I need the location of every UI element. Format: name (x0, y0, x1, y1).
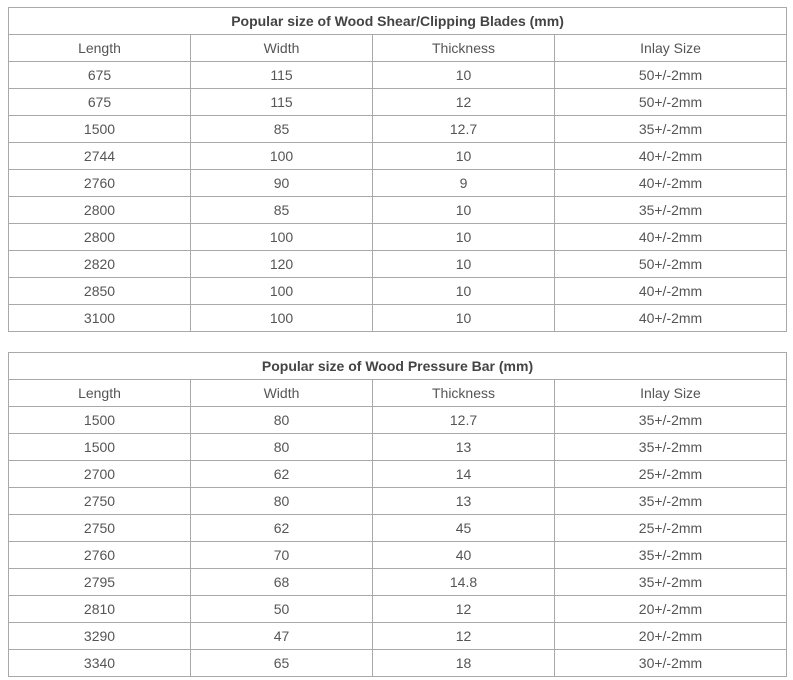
table-cell: 50 (191, 596, 373, 623)
table-cell: 40+/-2mm (555, 170, 787, 197)
table-cell: 115 (191, 62, 373, 89)
table-cell: 12 (373, 623, 555, 650)
table-cell: 675 (9, 89, 191, 116)
table-cell: 100 (191, 278, 373, 305)
table-row (9, 515, 787, 542)
table-cell: 35+/-2mm (555, 407, 787, 434)
table-cell: 35+/-2mm (555, 197, 787, 224)
table-title: Popular size of Wood Shear/Clipping Blades (mm) (9, 8, 787, 35)
table-cell: 68 (191, 569, 373, 596)
table-cell: 2850 (9, 278, 191, 305)
table-cell: 10 (373, 251, 555, 278)
table-cell: 20+/-2mm (555, 623, 787, 650)
shear-blades-table (8, 7, 787, 332)
table-cell: 100 (191, 305, 373, 332)
table-cell: 100 (191, 143, 373, 170)
table-row (9, 170, 787, 197)
table-row (9, 542, 787, 569)
table-cell: 2700 (9, 461, 191, 488)
table-cell: 40+/-2mm (555, 143, 787, 170)
table-cell: 70 (191, 542, 373, 569)
table-cell: 47 (191, 623, 373, 650)
column-header: Width (191, 380, 373, 407)
table-row (9, 116, 787, 143)
table-row (9, 89, 787, 116)
table-cell: 90 (191, 170, 373, 197)
table-row (9, 62, 787, 89)
table-cell: 2750 (9, 488, 191, 515)
table-cell: 13 (373, 434, 555, 461)
table-cell: 3100 (9, 305, 191, 332)
table-cell: 65 (191, 650, 373, 677)
table-cell: 12 (373, 89, 555, 116)
table-row (9, 251, 787, 278)
table-cell: 50+/-2mm (555, 89, 787, 116)
table-cell: 2744 (9, 143, 191, 170)
table-cell: 40 (373, 542, 555, 569)
table-row (9, 623, 787, 650)
table-cell: 30+/-2mm (555, 650, 787, 677)
table-row (9, 224, 787, 251)
table-cell: 40+/-2mm (555, 278, 787, 305)
table-cell: 35+/-2mm (555, 116, 787, 143)
table-cell: 20+/-2mm (555, 596, 787, 623)
table-cell: 10 (373, 305, 555, 332)
table-row (9, 650, 787, 677)
table-cell: 40+/-2mm (555, 305, 787, 332)
table-cell: 85 (191, 197, 373, 224)
table-title: Popular size of Wood Pressure Bar (mm) (9, 353, 787, 380)
table-row (9, 305, 787, 332)
table-cell: 35+/-2mm (555, 434, 787, 461)
column-header: Thickness (373, 380, 555, 407)
table-cell: 3290 (9, 623, 191, 650)
table-row (9, 407, 787, 434)
table-cell: 2750 (9, 515, 191, 542)
table-cell: 2760 (9, 542, 191, 569)
table-cell: 50+/-2mm (555, 251, 787, 278)
table-cell: 35+/-2mm (555, 542, 787, 569)
table-row (9, 197, 787, 224)
table-cell: 10 (373, 197, 555, 224)
table-row (9, 569, 787, 596)
table-cell: 2760 (9, 170, 191, 197)
table-cell: 13 (373, 488, 555, 515)
table-cell: 85 (191, 116, 373, 143)
column-header: Length (9, 380, 191, 407)
table-cell: 2800 (9, 197, 191, 224)
column-header: Inlay Size (555, 380, 787, 407)
column-header: Inlay Size (555, 35, 787, 62)
table-cell: 45 (373, 515, 555, 542)
table-cell: 1500 (9, 434, 191, 461)
table-cell: 14 (373, 461, 555, 488)
table-cell: 35+/-2mm (555, 569, 787, 596)
table-row (9, 143, 787, 170)
table-cell: 1500 (9, 116, 191, 143)
table-cell: 12.7 (373, 407, 555, 434)
table-cell: 115 (191, 89, 373, 116)
table-cell: 62 (191, 461, 373, 488)
table-cell: 10 (373, 143, 555, 170)
table-title-row (9, 353, 787, 380)
table-cell: 50+/-2mm (555, 62, 787, 89)
table-cell: 2795 (9, 569, 191, 596)
table-cell: 12.7 (373, 116, 555, 143)
table-cell: 9 (373, 170, 555, 197)
table-cell: 2810 (9, 596, 191, 623)
table-cell: 80 (191, 434, 373, 461)
pressure-bar-table (8, 352, 787, 677)
column-header-row (9, 380, 787, 407)
table-row (9, 278, 787, 305)
table-cell: 10 (373, 224, 555, 251)
column-header-row (9, 35, 787, 62)
table-cell: 80 (191, 407, 373, 434)
table-cell: 10 (373, 62, 555, 89)
column-header: Width (191, 35, 373, 62)
table-cell: 35+/-2mm (555, 488, 787, 515)
table-row (9, 461, 787, 488)
table-cell: 120 (191, 251, 373, 278)
table-cell: 10 (373, 278, 555, 305)
table-cell: 62 (191, 515, 373, 542)
table-cell: 2800 (9, 224, 191, 251)
table-cell: 25+/-2mm (555, 515, 787, 542)
table-cell: 2820 (9, 251, 191, 278)
table-row (9, 488, 787, 515)
table-row (9, 434, 787, 461)
table-cell: 3340 (9, 650, 191, 677)
table-title-row (9, 8, 787, 35)
table-row (9, 596, 787, 623)
column-header: Thickness (373, 35, 555, 62)
table-cell: 14.8 (373, 569, 555, 596)
table-cell: 675 (9, 62, 191, 89)
table-cell: 25+/-2mm (555, 461, 787, 488)
table-cell: 40+/-2mm (555, 224, 787, 251)
column-header: Length (9, 35, 191, 62)
table-cell: 12 (373, 596, 555, 623)
table-cell: 18 (373, 650, 555, 677)
table-cell: 1500 (9, 407, 191, 434)
table-cell: 100 (191, 224, 373, 251)
table-cell: 80 (191, 488, 373, 515)
